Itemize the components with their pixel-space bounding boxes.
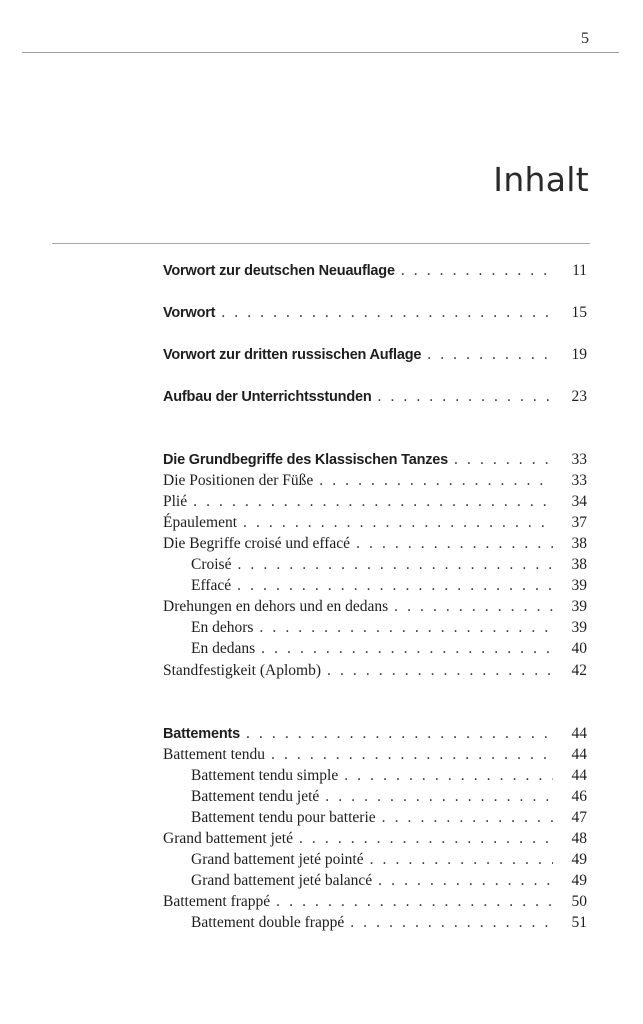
dot-leader [246,723,553,745]
toc-entry[interactable] [163,470,587,492]
toc-entry[interactable] [163,344,587,366]
toc-entry[interactable] [163,449,587,471]
header-rule [22,52,619,53]
toc-entry-title: Vorwort [163,305,216,321]
toc-entry[interactable] [163,660,587,682]
toc-entry[interactable] [163,828,587,850]
dot-leader [193,491,553,513]
toc-entry[interactable] [163,912,587,934]
toc-entry-page: 11 [572,262,587,279]
dot-leader [276,891,553,913]
toc-entry[interactable] [163,260,587,282]
toc-entry[interactable] [163,596,587,618]
toc-entry-title: Épaulement [163,514,238,531]
toc-entry-title: Battement tendu simple [191,767,339,784]
toc-entry[interactable] [163,638,587,660]
toc-entry-page: 33 [571,451,587,468]
toc-entry-title: Grand battement jeté balancé [191,872,373,889]
dot-leader [356,533,553,555]
toc-entry-page: 34 [571,493,587,510]
toc-entry[interactable] [163,807,587,829]
page-number: 5 [581,30,589,47]
dot-leader [221,302,553,324]
toc-entry-title: Vorwort zur deutschen Neuauflage [163,263,395,279]
toc-entry-page: 38 [571,535,587,552]
dot-leader [378,386,554,408]
toc-entry-title: Die Grundbegriffe des Klassischen Tanzes [163,452,449,468]
toc-entry[interactable] [163,386,587,408]
toc-entry[interactable] [163,554,587,576]
toc-entry-title: Die Positionen der Füße [163,472,314,489]
dot-leader [259,617,553,639]
toc-entry-title: Vorwort zur dritten russischen Auflage [163,347,422,363]
toc-entry[interactable] [163,849,587,871]
toc-entry-page: 50 [571,893,587,910]
toc-entry-page: 49 [571,851,587,868]
toc-entry-page: 42 [571,662,587,679]
toc-entry-page: 40 [571,640,587,657]
toc-entry-title: Battement tendu pour batterie [191,809,376,826]
toc-entry[interactable] [163,512,587,534]
toc-entry-title: Battements [163,726,240,742]
toc-entry[interactable] [163,786,587,808]
toc-entry[interactable] [163,744,587,766]
toc-entry-page: 39 [571,619,587,636]
toc-entry-title: Croisé [191,556,232,573]
toc-entry-title: Aufbau der Unterrichtsstunden [163,389,372,405]
dot-leader [344,765,553,787]
toc-entry[interactable] [163,575,587,597]
toc-entry[interactable] [163,491,587,513]
toc-entry-title: Drehungen en dehors und en dedans [163,598,389,615]
dot-leader [454,449,553,471]
dot-leader [237,575,553,597]
toc-entry-title: Grand battement jeté [163,830,293,847]
toc-entry-page: 38 [571,556,587,573]
dot-leader [299,828,553,850]
dot-leader [327,660,553,682]
page-title: Inhalt [493,160,589,199]
toc-entry-page: 19 [571,346,587,363]
toc-entry-page: 39 [571,577,587,594]
dot-leader [271,744,553,766]
toc-entry-title: Standfestigkeit (Aplomb) [163,662,321,679]
dot-leader [427,344,553,366]
toc-entry-page: 44 [571,767,587,784]
toc-entry-page: 47 [571,809,587,826]
toc-entry-page: 46 [571,788,587,805]
toc-entry[interactable] [163,870,587,892]
toc-entry-page: 44 [571,725,587,742]
dot-leader [325,786,553,808]
toc-entry-title: Battement double frappé [191,914,345,931]
dot-leader [370,849,553,871]
toc-entry-title: Plié [163,493,188,510]
toc-entry-title: En dehors [191,619,254,636]
toc-entry-title: Battement frappé [163,893,271,910]
toc-entry-page: 37 [571,514,587,531]
toc-entry-page: 48 [571,830,587,847]
dot-leader [243,512,553,534]
toc-entry[interactable] [163,302,587,324]
toc-entry-title: En dedans [191,640,256,657]
toc-entry-page: 49 [571,872,587,889]
toc-entry-page: 15 [571,304,587,321]
toc-entry-title: Battement tendu jeté [191,788,320,805]
dot-leader [350,912,553,934]
toc-entry-page: 44 [571,746,587,763]
toc-entry[interactable] [163,765,587,787]
toc-entry-page: 39 [571,598,587,615]
toc-entry[interactable] [163,723,587,745]
toc-entry-page: 23 [571,388,587,405]
toc-entry[interactable] [163,533,587,555]
dot-leader [319,470,553,492]
toc-entry-title: Effacé [191,577,232,594]
toc-entry-title: Grand battement jeté pointé [191,851,364,868]
toc-entry-page: 33 [571,472,587,489]
toc-entry[interactable] [163,617,587,639]
toc-entry-title: Die Begriffe croisé und effacé [163,535,351,552]
toc-entry[interactable] [163,891,587,913]
dot-leader [382,807,553,829]
dot-leader [237,554,553,576]
toc-entry-title: Battement tendu [163,746,266,763]
toc-entry-page: 51 [571,914,587,931]
dot-leader [261,638,553,660]
title-rule [52,243,590,244]
dot-leader [394,596,553,618]
dot-leader [401,260,553,282]
dot-leader [378,870,553,892]
